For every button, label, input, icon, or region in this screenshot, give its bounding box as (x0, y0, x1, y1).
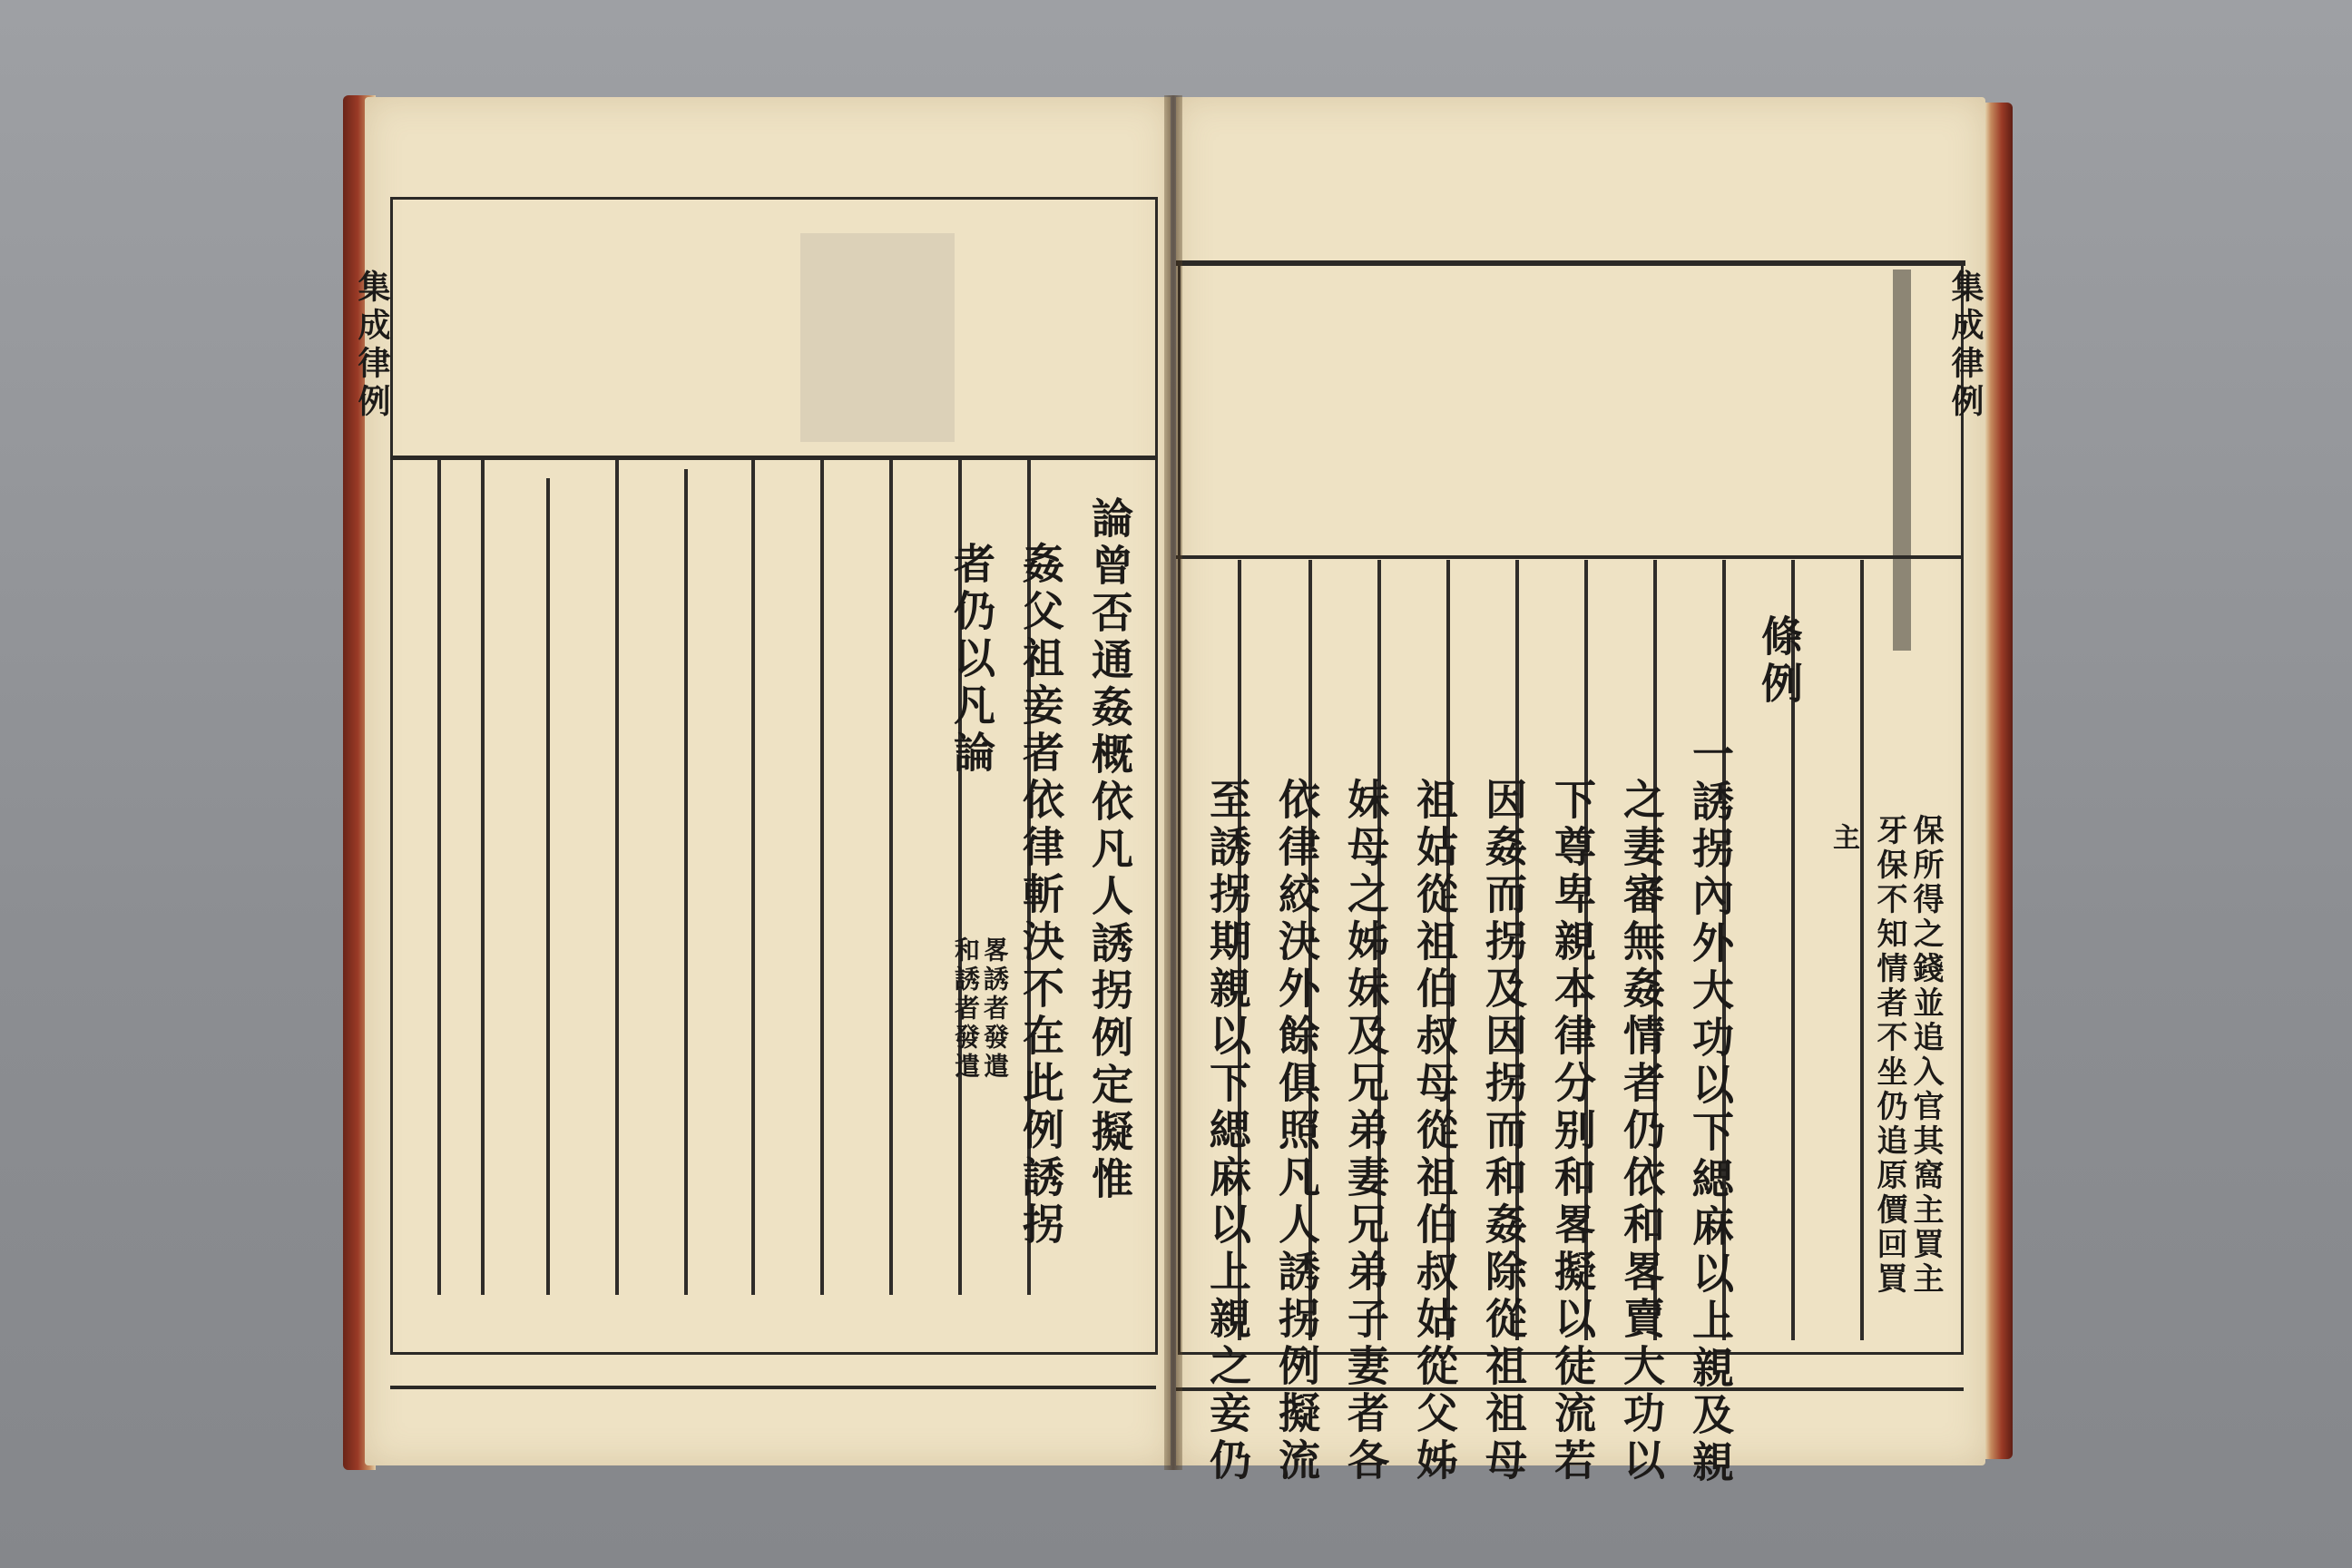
section-heading: 條例 (1755, 614, 1804, 709)
left-page (353, 97, 1171, 1465)
right-text-column: 至誘拐期親以下緦麻以上親之妾仍 (1203, 778, 1252, 1485)
right-text-column: 主 (1828, 823, 1859, 856)
right-column-rule (1860, 560, 1864, 1340)
left-column-rule (546, 478, 550, 1295)
right-text-column: 依律絞決外餘俱照凡人誘拐例擬流 (1272, 778, 1321, 1485)
right-text-column: 下尊卑親本律分别和畧擬以徒流若 (1548, 778, 1597, 1485)
left-column-rule (437, 460, 441, 1295)
right-text-column: 保所得之錢並追入官其窩主買主 (1907, 814, 1944, 1297)
left-interlinear-note: 和誘者發遣 (951, 936, 981, 1082)
left-column-rule (889, 460, 893, 1295)
right-header-rule (1176, 555, 1964, 559)
left-text-column: 論曾否通姦概依凡人誘拐例定擬惟 (1085, 496, 1134, 1204)
left-text-column: 者仍以凡論 (947, 542, 996, 778)
right-top-rule (1176, 260, 1965, 266)
right-text-column: 牙保不知情者不坐仍追原價回買 (1871, 814, 1907, 1297)
right-page (1176, 97, 1985, 1487)
book-cover-right-edge (1985, 103, 2013, 1459)
left-column-rule (751, 460, 755, 1295)
left-column-rule (684, 469, 688, 1295)
left-margin-title: 集成律例 (353, 270, 391, 422)
right-text-column: 祖姑從祖伯叔母從祖伯叔姑從父姊 (1410, 778, 1459, 1485)
open-book (343, 95, 2013, 1487)
left-text-column: 姦父祖妾者依律斬決不在此例誘拐 (1016, 542, 1065, 1250)
left-column-rule (615, 460, 619, 1295)
right-text-column: 之妻審無姦情者仍依和畧賣大功以 (1617, 778, 1666, 1485)
left-bottom-rule (390, 1386, 1156, 1389)
left-column-rule (481, 460, 485, 1295)
right-margin-title: 集成律例 (1946, 270, 1984, 422)
left-column-rule (820, 460, 824, 1295)
left-header-bleed (800, 233, 955, 442)
right-text-column: 一誘拐內外大功以下緦麻以上親及親 (1686, 732, 1735, 1487)
left-interlinear-note: 畧誘者發遣 (980, 936, 1010, 1082)
right-text-column: 因姦而拐及因拐而和姦除從祖祖母 (1479, 778, 1528, 1485)
right-fishtail-mark (1893, 270, 1911, 651)
right-text-column: 妹母之姊妹及兄弟妻兄弟子妻者各 (1341, 778, 1390, 1485)
left-header-rule (390, 456, 1156, 460)
book-gutter (1164, 95, 1182, 1470)
